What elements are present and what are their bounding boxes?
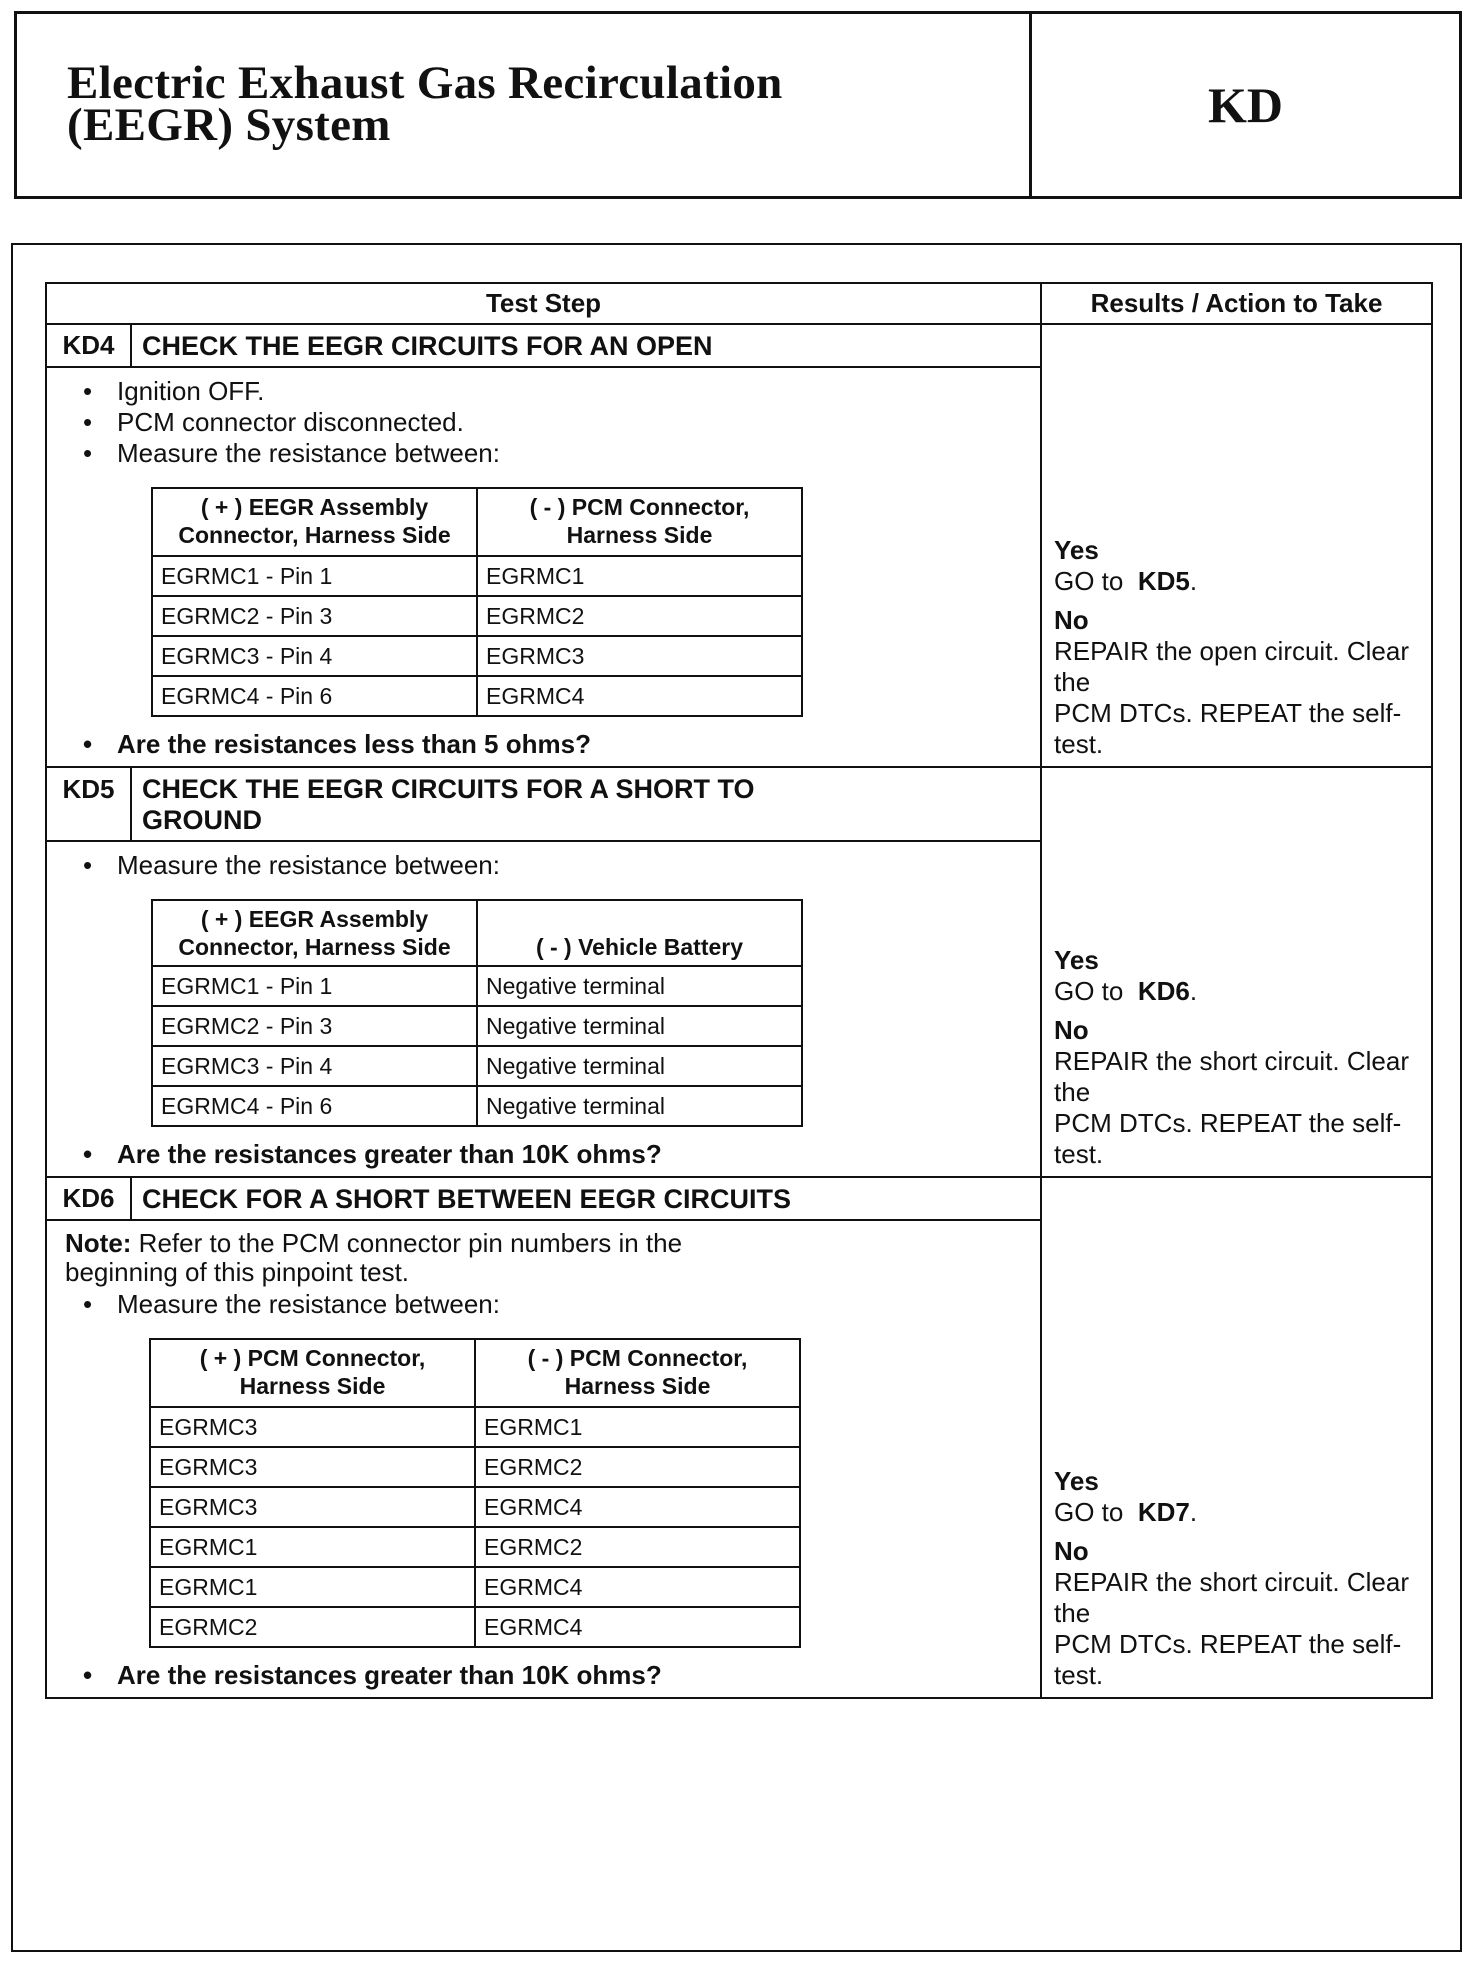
table-row [150,1607,800,1647]
table-row [150,1487,800,1527]
list-item: • Measure the resistance between: [83,850,1026,881]
table-cell: EGRMC4 [475,1567,800,1607]
column-header: ( + ) EEGR Assembly Connector, Harness Side [152,488,477,556]
table-cell: EGRMC3 - Pin 4 [152,1046,477,1086]
column-header: ( + ) EEGR Assembly Connector, Harness Side [152,900,477,966]
no-action-line-1: REPAIR the short circuit. Clear the [1054,1046,1409,1107]
step-results [1041,324,1432,767]
table-cell: EGRMC2 - Pin 3 [152,596,477,636]
no-action-line-1: REPAIR the open circuit. Clear the [1054,636,1410,697]
instruction-list [63,376,1026,469]
table-cell: EGRMC1 [477,556,802,596]
page-title-line-2: (EEGR) System [67,99,391,151]
table-cell: EGRMC4 [475,1487,800,1527]
page-title [67,57,783,151]
step-id: KD4 [46,324,131,367]
table-cell: EGRMC4 [477,676,802,716]
column-header: ( - ) PCM Connector, Harness Side [477,488,802,556]
table-row [150,1407,800,1447]
yes-action: GO to KD6. [1054,976,1198,1006]
step-title-line-1: CHECK THE EEGR CIRCUITS FOR A SHORT TO [142,774,755,804]
table-header-row [46,283,1432,324]
step-note [55,1229,1026,1287]
column-header: ( - ) Vehicle Battery [477,900,802,966]
table-row [152,636,802,676]
step-body [46,841,1041,1177]
table-row [152,596,802,636]
table-row [152,676,802,716]
measurement-table [151,899,803,1127]
table-cell: EGRMC3 - Pin 4 [152,636,477,676]
yes-action: GO to KD7. [1054,1497,1198,1527]
pinpoint-test-table [45,282,1433,1699]
yes-target: KD5 [1137,566,1190,596]
table-cell: EGRMC2 [150,1607,475,1647]
step-title-row [46,1177,1432,1220]
table-row [150,1567,800,1607]
no-action-line-1: REPAIR the short circuit. Clear the [1054,1567,1409,1628]
list-item: • Measure the resistance between: [83,1289,1026,1320]
step-question: • Are the resistances greater than 10K ohms? [83,1139,662,1169]
question-text: Are the resistances greater than 10K ohms? [117,1139,662,1169]
step-question: • Are the resistances greater than 10K ohms? [83,1660,662,1690]
yes-action: GO to KD5. [1054,566,1198,596]
table-cell: EGRMC4 - Pin 6 [152,1086,477,1126]
step-id: KD5 [46,767,131,841]
table-cell: EGRMC3 [150,1487,475,1527]
section-code: KD [1208,77,1283,133]
table-cell: EGRMC2 - Pin 3 [152,1006,477,1046]
table-row [152,1006,802,1046]
no-action-line-2: PCM DTCs. REPEAT the self-test. [1054,698,1402,759]
yes-label: Yes [1054,1466,1099,1496]
column-header: ( - ) PCM Connector, Harness Side [475,1339,800,1407]
table-row [152,1086,802,1126]
table-cell: Negative terminal [477,1046,802,1086]
table-cell: EGRMC2 [477,596,802,636]
step-question: • Are the resistances less than 5 ohms? [83,729,591,759]
table-cell: EGRMC4 [475,1607,800,1647]
no-action-line-2: PCM DTCs. REPEAT the self-test. [1054,1108,1402,1169]
page-title-line-1: Electric Exhaust Gas Recirculation [67,57,783,109]
yes-target: KD7 [1137,1497,1190,1527]
no-label: No [1054,1536,1089,1566]
table-cell: Negative terminal [477,1086,802,1126]
note-text-line-1: Refer to the PCM connector pin numbers in the [138,1228,683,1258]
list-item: • PCM connector disconnected. [83,407,1026,438]
table-row [152,966,802,1006]
question-text: Are the resistances less than 5 ohms? [117,729,591,759]
note-text-line-2: beginning of this pinpoint test. [65,1257,410,1287]
no-label: No [1054,1015,1089,1045]
step-title-row [46,767,1432,841]
yes-action-text: GO to [1054,566,1124,596]
table-row [150,1447,800,1487]
step-id: KD6 [46,1177,131,1220]
column-header: ( + ) PCM Connector, Harness Side [150,1339,475,1407]
table-cell: EGRMC1 [150,1567,475,1607]
table-row [152,556,802,596]
table-cell: EGRMC3 [150,1447,475,1487]
no-label: No [1054,605,1089,635]
step-title: CHECK FOR A SHORT BETWEEN EEGR CIRCUITS [131,1177,1041,1220]
question-text: Are the resistances greater than 10K ohms? [117,1660,662,1690]
step-body [46,367,1041,767]
list-item: • Measure the resistance between: [83,438,1026,469]
instruction-list [63,850,1026,881]
instruction-list [55,1289,1026,1320]
table-cell: Negative terminal [477,1006,802,1046]
table-cell: EGRMC4 - Pin 6 [152,676,477,716]
step-results [1041,767,1432,1177]
step-title: CHECK THE EEGR CIRCUITS FOR AN OPEN [131,324,1041,367]
yes-action-text: GO to [1054,976,1124,1006]
measurement-table [149,1338,801,1648]
list-item: • Ignition OFF. [83,376,1026,407]
step-title [131,767,1041,841]
table-cell: EGRMC2 [475,1527,800,1567]
table-cell: EGRMC2 [475,1447,800,1487]
table-cell: Negative terminal [477,966,802,1006]
yes-action-text: GO to [1054,1497,1124,1527]
table-row [152,1046,802,1086]
step-title-row [46,324,1432,367]
table-cell: EGRMC3 [477,636,802,676]
table-cell: EGRMC1 - Pin 1 [152,966,477,1006]
table-cell: EGRMC3 [150,1407,475,1447]
note-label: Note: [65,1228,132,1258]
table-row [150,1527,800,1567]
step-body [46,1220,1041,1698]
test-step-header: Test Step [46,283,1041,324]
step-title-line-2: GROUND [142,805,262,835]
table-cell: EGRMC1 [150,1527,475,1567]
no-action-line-2: PCM DTCs. REPEAT the self-test. [1054,1629,1402,1690]
measurement-table [151,487,803,717]
table-cell: EGRMC1 - Pin 1 [152,556,477,596]
yes-target: KD6 [1137,976,1190,1006]
step-results [1041,1177,1432,1698]
yes-label: Yes [1054,945,1099,975]
yes-label: Yes [1054,535,1099,565]
results-header: Results / Action to Take [1041,283,1432,324]
page-header [14,11,1462,199]
table-cell: EGRMC1 [475,1407,800,1447]
